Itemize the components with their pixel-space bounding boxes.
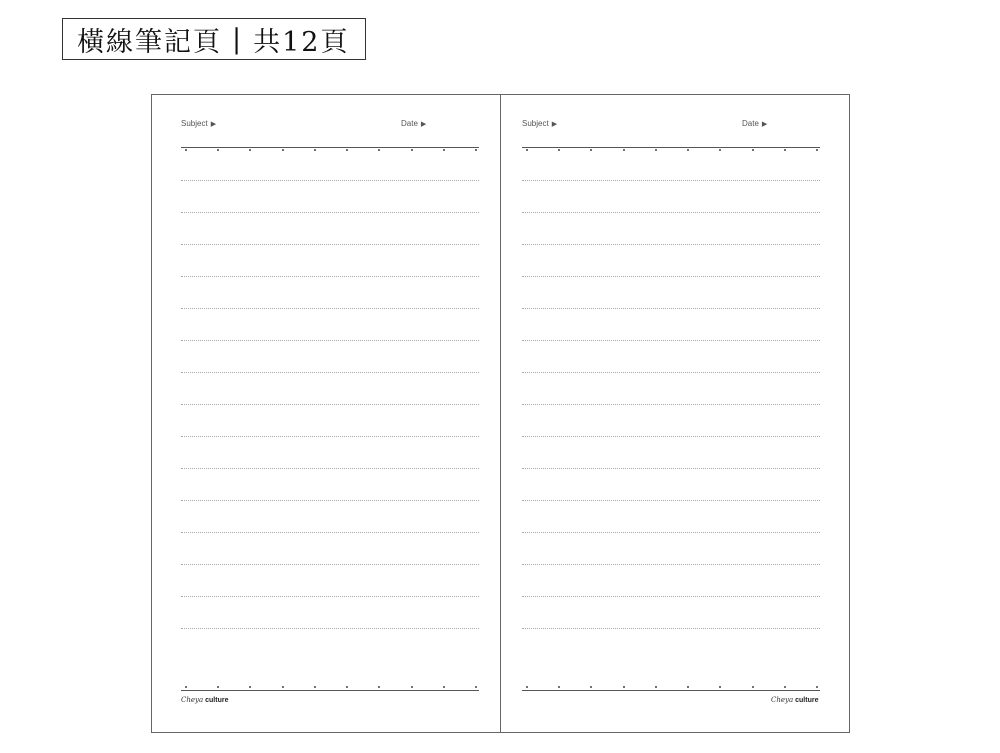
- ruled-line: [522, 180, 820, 181]
- dot-marker: [185, 686, 187, 688]
- dot-marker: [217, 686, 219, 688]
- ruled-line: [181, 564, 479, 565]
- dot-marker: [590, 149, 592, 151]
- dot-marker: [623, 149, 625, 151]
- ruled-line: [181, 628, 479, 629]
- date-label: Date ▶: [401, 119, 427, 128]
- dot-marker: [249, 686, 251, 688]
- ruled-line: [181, 468, 479, 469]
- dot-marker: [752, 686, 754, 688]
- dot-marker: [655, 686, 657, 688]
- bottom-dot-row: [522, 686, 820, 689]
- top-dot-row: [181, 149, 479, 152]
- left-page: [152, 95, 500, 732]
- brand-logo: Cheya culture: [771, 696, 819, 704]
- dot-marker: [475, 149, 477, 151]
- dot-marker: [558, 149, 560, 151]
- ruled-line: [522, 628, 820, 629]
- dot-marker: [314, 149, 316, 151]
- ruled-line: [181, 532, 479, 533]
- ruled-line: [522, 308, 820, 309]
- dot-marker: [719, 686, 721, 688]
- dot-marker: [346, 686, 348, 688]
- dot-marker: [378, 149, 380, 151]
- dot-marker: [816, 149, 818, 151]
- dot-marker: [475, 686, 477, 688]
- ruled-line: [181, 340, 479, 341]
- dot-marker: [443, 149, 445, 151]
- top-dot-row: [522, 149, 820, 152]
- dot-marker: [526, 149, 528, 151]
- dot-marker: [687, 149, 689, 151]
- dot-marker: [590, 686, 592, 688]
- subject-label: Subject ▶: [181, 119, 217, 128]
- ruled-line: [522, 244, 820, 245]
- top-line: [522, 147, 820, 148]
- dot-marker: [752, 149, 754, 151]
- ruled-line: [181, 404, 479, 405]
- triangle-right-icon: ▶: [210, 121, 217, 128]
- bottom-line: [522, 690, 820, 691]
- ruled-line: [522, 468, 820, 469]
- right-page: [501, 95, 849, 732]
- ruled-line: [522, 500, 820, 501]
- top-line: [181, 147, 479, 148]
- dot-marker: [784, 149, 786, 151]
- dot-marker: [558, 686, 560, 688]
- ruled-line: [181, 500, 479, 501]
- ruled-line: [181, 212, 479, 213]
- bottom-dot-row: [181, 686, 479, 689]
- ruled-line: [522, 564, 820, 565]
- dot-marker: [411, 149, 413, 151]
- dot-marker: [217, 149, 219, 151]
- dot-marker: [623, 686, 625, 688]
- ruled-line: [522, 340, 820, 341]
- bottom-line: [181, 690, 479, 691]
- ruled-line: [181, 596, 479, 597]
- title-main: 橫線筆記頁: [77, 26, 222, 58]
- ruled-line: [522, 532, 820, 533]
- ruled-line: [181, 276, 479, 277]
- ruled-line: [522, 404, 820, 405]
- dot-marker: [378, 686, 380, 688]
- ruled-line: [181, 244, 479, 245]
- dot-marker: [687, 686, 689, 688]
- dot-marker: [784, 686, 786, 688]
- dot-marker: [314, 686, 316, 688]
- ruled-line: [522, 212, 820, 213]
- ruled-line: [522, 372, 820, 373]
- page-title: [62, 18, 366, 60]
- triangle-right-icon: ▶: [761, 121, 768, 128]
- dot-marker: [655, 149, 657, 151]
- triangle-right-icon: ▶: [420, 121, 427, 128]
- ruled-line: [181, 372, 479, 373]
- dot-marker: [526, 686, 528, 688]
- dot-marker: [282, 686, 284, 688]
- dot-marker: [443, 686, 445, 688]
- dot-marker: [249, 149, 251, 151]
- date-label: Date ▶: [742, 119, 768, 128]
- dot-marker: [346, 149, 348, 151]
- dot-marker: [411, 686, 413, 688]
- brand-logo: Cheya culture: [181, 696, 229, 704]
- title-separator: |: [232, 23, 244, 55]
- subject-label: Subject ▶: [522, 119, 558, 128]
- notebook-spread: [151, 94, 850, 733]
- ruled-line: [522, 596, 820, 597]
- dot-marker: [816, 686, 818, 688]
- ruled-line: [522, 436, 820, 437]
- ruled-line: [181, 436, 479, 437]
- ruled-line: [522, 276, 820, 277]
- triangle-right-icon: ▶: [551, 121, 558, 128]
- title-count: 共12頁: [253, 26, 350, 58]
- ruled-line: [181, 180, 479, 181]
- dot-marker: [282, 149, 284, 151]
- dot-marker: [185, 149, 187, 151]
- dot-marker: [719, 149, 721, 151]
- ruled-line: [181, 308, 479, 309]
